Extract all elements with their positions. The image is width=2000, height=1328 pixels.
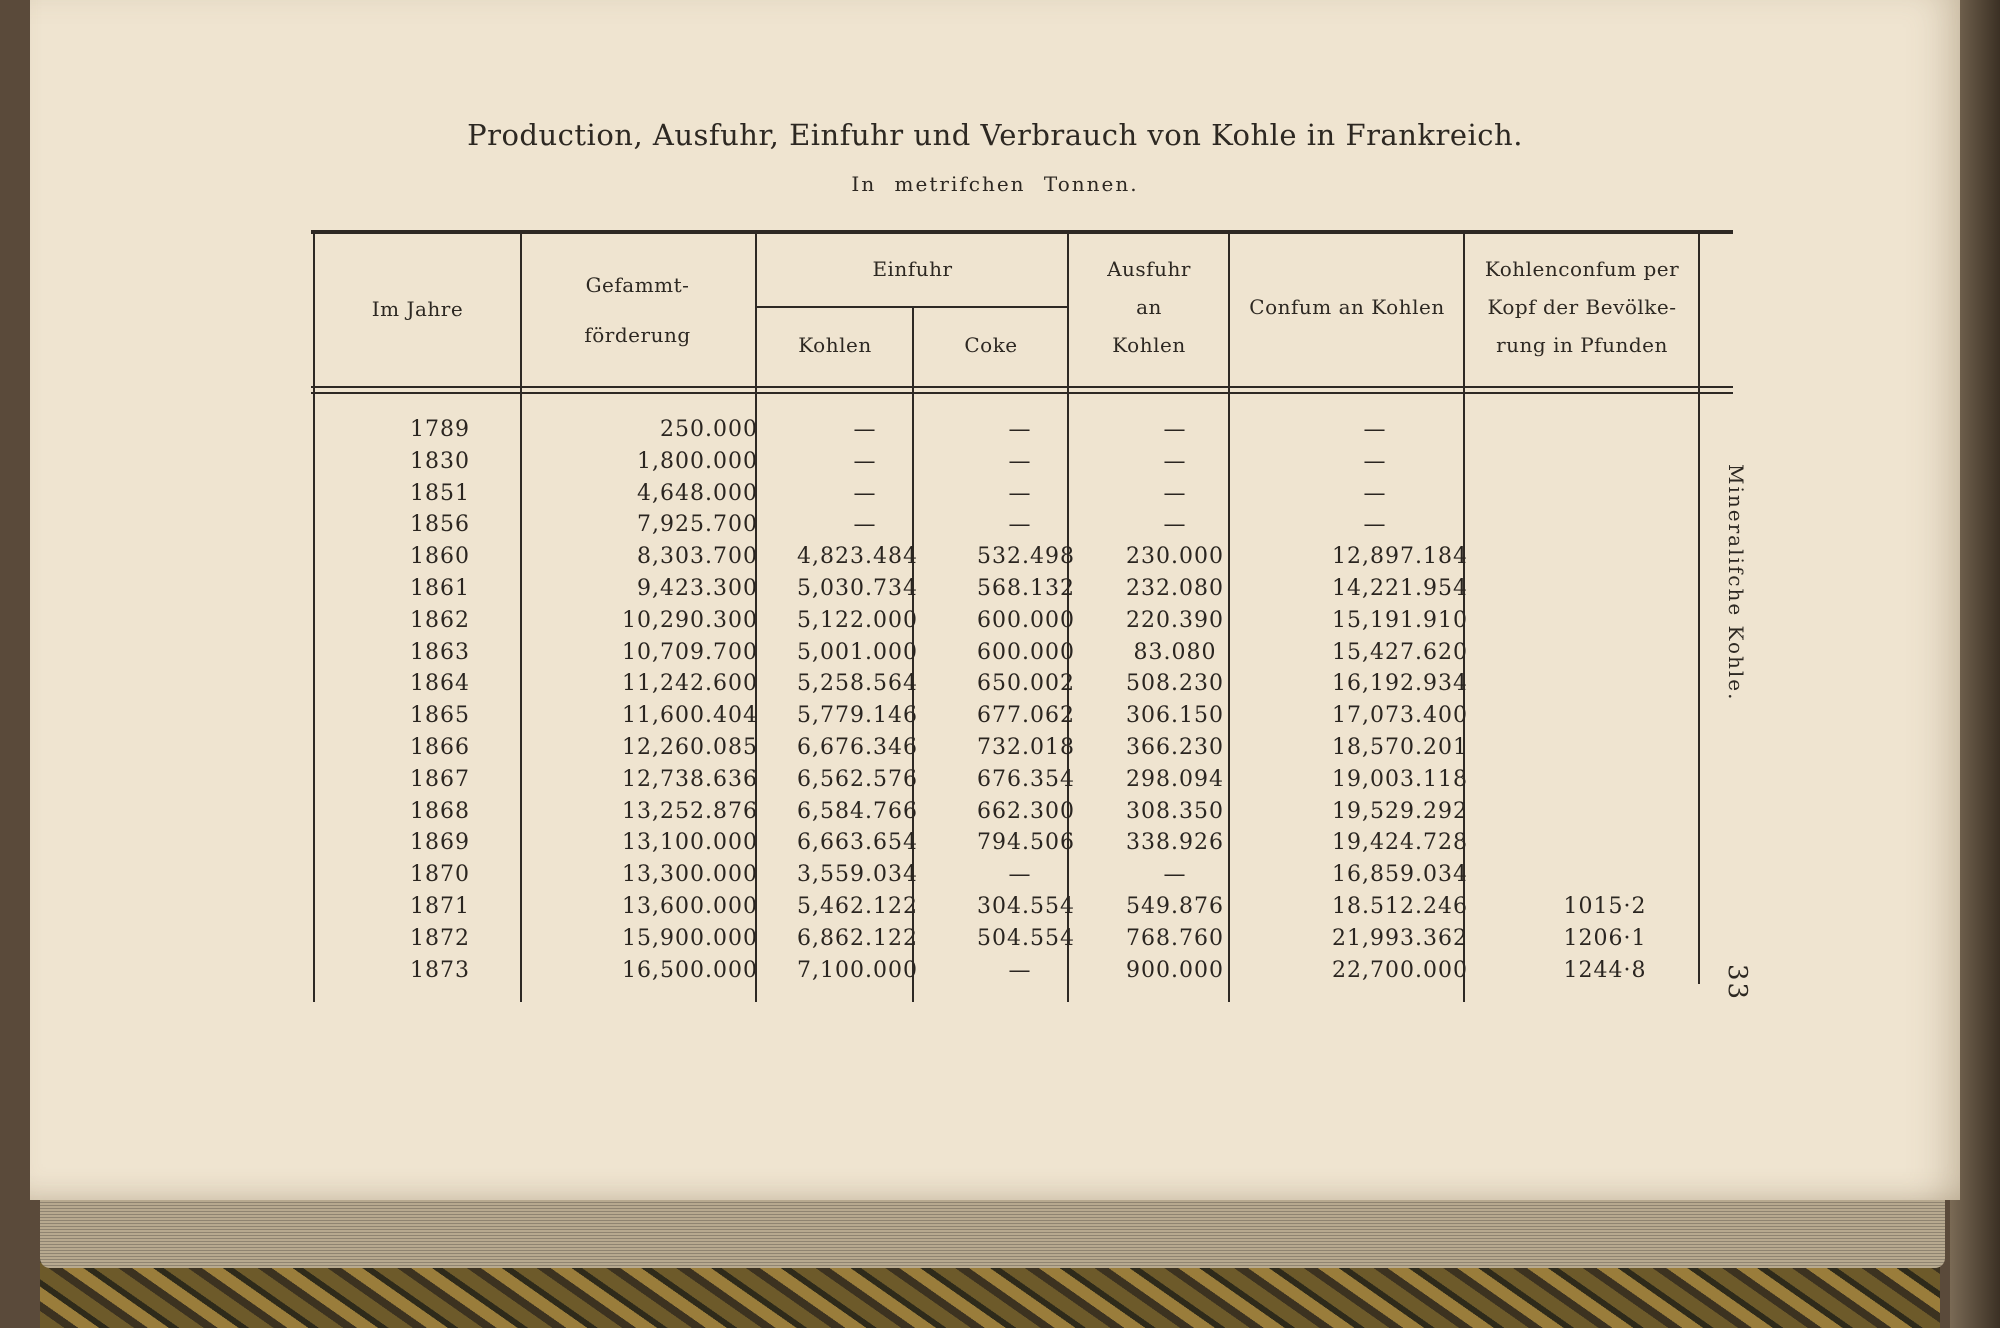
header-coke: Coke: [964, 333, 1018, 357]
cell-gesammt: 7,925.700: [637, 512, 758, 538]
cell-gesammt: 13,600.000: [622, 894, 758, 919]
cell-gesammt: 11,600.404: [622, 703, 758, 729]
cell-consum: 19,529.292: [1332, 798, 1468, 824]
cell-gesammt: 13,300.000: [622, 862, 758, 888]
cell-consum: 22,700.000: [1332, 957, 1468, 983]
cell-consum: 21,993.362: [1332, 925, 1468, 951]
cell-ausfuhr: 308.350: [1126, 798, 1224, 824]
header-einfuhr: Einfuhr: [872, 257, 953, 281]
page-title: Production, Ausfuhr, Einfuhr und Verbrauch von Kohle in Frankreich.: [467, 118, 1523, 152]
cell-gesammt: 13,252.876: [622, 798, 758, 824]
cell-consum: 16,192.934: [1332, 671, 1468, 697]
cell-coke: 794.506: [977, 830, 1075, 856]
header-ausfuhr-2: an: [1136, 295, 1162, 319]
cell-coke: 304.554: [977, 894, 1075, 919]
page-number: 33: [1722, 964, 1752, 1002]
cell-year: 1830: [410, 448, 470, 474]
cell-kohlen: 6,676.346: [797, 735, 918, 760]
cell-ausfuhr: 232.080: [1126, 576, 1224, 601]
cell-ausfuhr: —: [1163, 417, 1187, 442]
cell-kopf: 1206·1: [1563, 925, 1647, 951]
cell-coke: —: [1008, 957, 1032, 983]
cell-year: 1866: [410, 735, 470, 760]
cell-kohlen: 7,100.000: [797, 957, 918, 983]
cell-kopf: 1015·2: [1563, 894, 1647, 919]
cell-kohlen: 6,584.766: [797, 798, 918, 824]
cell-gesammt: 9,423.300: [637, 576, 758, 601]
cell-ausfuhr: 230.000: [1126, 544, 1224, 570]
header-kopf-3: rung in Pfunden: [1496, 333, 1668, 357]
cell-consum: 17,073.400: [1332, 703, 1468, 729]
page-edges: [40, 1188, 1945, 1268]
cell-ausfuhr: 549.876: [1126, 894, 1224, 919]
cell-year: 1869: [410, 830, 470, 856]
cell-consum: —: [1363, 512, 1387, 538]
header-gesammt-2: förderung: [584, 323, 691, 347]
cell-coke: 676.354: [977, 766, 1075, 792]
cell-ausfuhr: —: [1163, 862, 1187, 888]
col-line-1: [313, 232, 315, 1002]
cell-consum: 16,859.034: [1332, 862, 1468, 888]
header-kohlen: Kohlen: [798, 333, 872, 357]
cell-year: 1863: [410, 639, 470, 665]
cell-gesammt: 15,900.000: [622, 925, 758, 951]
cell-gesammt: 10,290.300: [622, 607, 758, 633]
cell-kohlen: 5,122.000: [797, 607, 918, 633]
cell-consum: 19,424.728: [1332, 830, 1468, 856]
cell-gesammt: 11,242.600: [622, 671, 758, 697]
cell-gesammt: 12,260.085: [622, 735, 758, 760]
cell-consum: 14,221.954: [1332, 576, 1468, 601]
header-kopf-1: Kohlenconfum per: [1484, 257, 1680, 281]
cell-gesammt: 250.000: [660, 417, 758, 442]
cell-year: 1860: [410, 544, 470, 570]
cell-kohlen: 5,258.564: [797, 671, 918, 697]
cell-coke: 600.000: [977, 607, 1075, 633]
cell-ausfuhr: 508.230: [1126, 671, 1224, 697]
cell-coke: —: [1008, 417, 1032, 442]
cell-kohlen: 6,562.576: [797, 766, 918, 792]
header-ausfuhr-3: Kohlen: [1112, 333, 1186, 357]
header-kopf-2: Kopf der Bevölke-: [1487, 295, 1677, 319]
cell-gesammt: 12,738.636: [622, 766, 758, 792]
header-year: Im Jahre: [371, 297, 464, 321]
cell-consum: —: [1363, 480, 1387, 506]
cell-kohlen: 3,559.034: [797, 862, 918, 888]
header-gesammt-1: Gefammt-: [585, 273, 690, 297]
cell-consum: 19,003.118: [1332, 766, 1468, 792]
cell-year: 1872: [410, 925, 470, 951]
einfuhr-sub-rule: [755, 306, 1067, 308]
cell-coke: 662.300: [977, 798, 1075, 824]
cell-year: 1873: [410, 957, 470, 983]
cell-ausfuhr: 220.390: [1126, 607, 1224, 633]
cell-year: 1870: [410, 862, 470, 888]
table-top-rule: [311, 230, 1733, 234]
cell-consum: —: [1363, 448, 1387, 474]
header-bottom-rule: [311, 386, 1733, 388]
cell-year: 1861: [410, 576, 470, 601]
cell-kopf: 1244·8: [1563, 957, 1647, 983]
cell-year: 1868: [410, 798, 470, 824]
cell-consum: —: [1363, 417, 1387, 442]
cell-consum: 18,570.201: [1332, 735, 1468, 760]
cell-coke: 600.000: [977, 639, 1075, 665]
header-bottom-rule-2: [311, 392, 1733, 394]
cell-kohlen: 5,462.122: [797, 894, 918, 919]
cell-coke: 532.498: [977, 544, 1075, 570]
cell-consum: 18.512.246: [1332, 894, 1468, 919]
cell-consum: 12,897.184: [1332, 544, 1468, 570]
cell-coke: —: [1008, 480, 1032, 506]
cell-year: 1862: [410, 607, 470, 633]
cell-gesammt: 16,500.000: [622, 957, 758, 983]
cell-ausfuhr: 768.760: [1126, 925, 1224, 951]
cell-year: 1851: [410, 480, 470, 506]
cell-kohlen: —: [853, 512, 877, 538]
cell-consum: 15,427.620: [1332, 639, 1468, 665]
cell-year: 1865: [410, 703, 470, 729]
cell-kohlen: 5,001.000: [797, 639, 918, 665]
cell-gesammt: 8,303.700: [637, 544, 758, 570]
cell-kohlen: 5,779.146: [797, 703, 918, 729]
cell-gesammt: 10,709.700: [622, 639, 758, 665]
cell-ausfuhr: 900.000: [1126, 957, 1224, 983]
col-line-8: [1698, 232, 1700, 984]
book-page: [30, 0, 1960, 1200]
cell-ausfuhr: 306.150: [1126, 703, 1224, 729]
cell-ausfuhr: —: [1163, 512, 1187, 538]
side-running-title: Mineralifche Kohle.: [1724, 464, 1748, 702]
cell-ausfuhr: 298.094: [1126, 766, 1224, 792]
header-ausfuhr-1: Ausfuhr: [1107, 257, 1191, 281]
cell-kohlen: —: [853, 417, 877, 442]
cell-kohlen: —: [853, 480, 877, 506]
cell-coke: 504.554: [977, 925, 1075, 951]
cell-year: 1789: [410, 417, 470, 442]
cell-ausfuhr: —: [1163, 480, 1187, 506]
cell-consum: 15,191.910: [1332, 607, 1468, 633]
cell-year: 1867: [410, 766, 470, 792]
cell-ausfuhr: 366.230: [1126, 735, 1224, 760]
cell-year: 1864: [410, 671, 470, 697]
cell-year: 1871: [410, 894, 470, 919]
cell-coke: —: [1008, 448, 1032, 474]
cell-kohlen: 6,862.122: [797, 925, 918, 951]
header-consum: Confum an Kohlen: [1249, 295, 1445, 319]
cell-gesammt: 1,800.000: [637, 448, 758, 474]
cell-coke: —: [1008, 512, 1032, 538]
cell-kohlen: 6,663.654: [797, 830, 918, 856]
cell-ausfuhr: —: [1163, 448, 1187, 474]
col-line-2: [520, 232, 522, 1002]
cell-ausfuhr: 83.080: [1133, 639, 1217, 665]
cell-coke: 568.132: [977, 576, 1075, 601]
page-subtitle: In metrifchen Tonnen.: [851, 172, 1139, 196]
cell-coke: 732.018: [977, 735, 1075, 760]
cell-gesammt: 13,100.000: [622, 830, 758, 856]
cell-year: 1856: [410, 512, 470, 538]
cell-kohlen: —: [853, 448, 877, 474]
cell-gesammt: 4,648.000: [637, 480, 758, 506]
cell-coke: —: [1008, 862, 1032, 888]
cell-coke: 677.062: [977, 703, 1075, 729]
cell-kohlen: 5,030.734: [797, 576, 918, 601]
cell-coke: 650.002: [977, 671, 1075, 697]
cell-kohlen: 4,823.484: [797, 544, 918, 570]
cell-ausfuhr: 338.926: [1126, 830, 1224, 856]
